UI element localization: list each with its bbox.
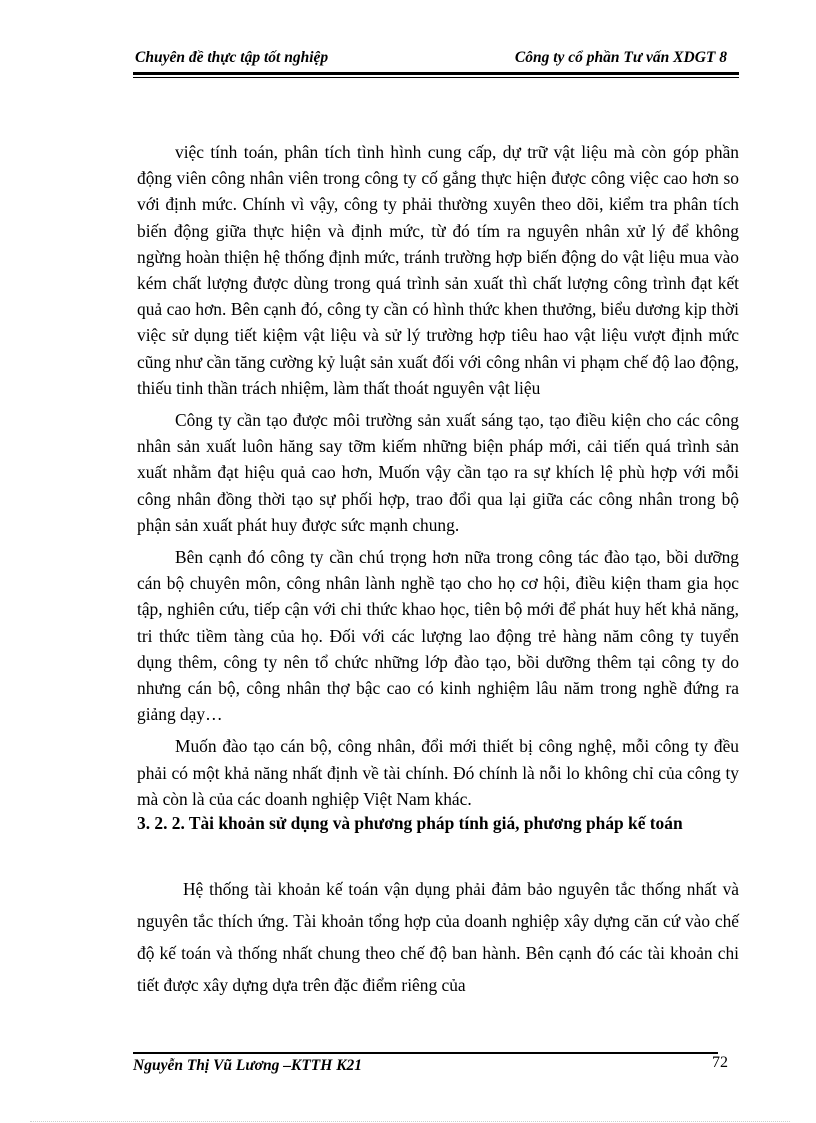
header-rule: [133, 72, 739, 75]
section-body: [137, 873, 739, 1001]
paragraph-4: Muốn đào tạo cán bộ, công nhân, đổi mới thiết bị công nghệ, mỗi công ty đều phải có một khả năng nhất định về tài chính. Đó chính là nỗi lo không chỉ của công ty mà còn là của các doanh nghiệp Việt Nam khác.: [137, 736, 739, 809]
header-rule-thin: [133, 77, 739, 78]
paragraph-2: Công ty cần tạo được môi trường sản xuất sáng tạo, tạo điều kiện cho các công nhân sản xuất luôn hăng say tỡm kiếm những biện pháp mới, cải tiến quá trình sản xuất nhằm đạt hiệu quả cao hơn, Muốn vậy cần tạo ra sự khích lệ phù hợp với mỗi công nhân đồng thời tạo sự phối hợp, trao đổi qua lại giữa các công nhân trong bộ phận sản xuất phát huy được sức mạnh chung.: [137, 410, 739, 535]
section-paragraph: Hệ thống tài khoản kế toán vận dụng phải đảm bảo nguyên tắc thống nhất và nguyên tắc thích ứng. Tài khoản tổng hợp của doanh nghiệp xây dựng căn cứ vào chế độ kế toán và thống nhất chung theo chế độ ban hành. Bên cạnh đó các tài khoản chi tiết được xây dựng dựa trên đặc điểm riêng của: [137, 879, 739, 995]
section-heading: 3. 2. 2. Tài khoản sử dụng và phương pháp tính giá, phương pháp kế toán: [137, 813, 683, 833]
footer-author: Nguyễn Thị Vũ Lương –KTTH K21: [133, 1057, 363, 1074]
paragraph-1: việc tính toán, phân tích tình hình cung cấp, dự trữ vật liệu mà còn góp phần động viên công nhân viên trong công ty cố gắng thực hiện được công việc cao hơn so với định mức. Chính vì vậy, công ty phải thường xuyên theo dõi, kiểm tra phân tích biến động giữa thực hiện và định mức, từ đó tím ra nguyên nhân xử lý để không ngừng hoàn thiện hệ thống định mức, tránh trường hợp biến động do vật liệu mua vào kém chất lượng được dùng trong quá trình sản xuất thì chất lượng công trình đạt kết quả cao hơn. Bên cạnh đó, công ty cần có hình thức khen thưởng, biểu dương kịp thời việc sử dụng tiết kiệm vật liệu và sử lý trường hợp tiêu hao vật liệu vượt định mức cũng như cần tăng cường kỷ luật sản xuất đối với công nhân vi phạm chế độ lao động, thiếu tinh thần trách nhiệm, làm thất thoát nguyên vật liệu: [137, 142, 739, 398]
footer-rule: [133, 1052, 718, 1054]
header-document-title: Chuyên đề thực tập tốt nghiệp: [135, 49, 329, 66]
page-edge-divider: [30, 1121, 790, 1122]
page-header: [133, 49, 739, 73]
body-text: [137, 139, 739, 818]
paragraph-3: Bên cạnh đó công ty cần chú trọng hơn nữa trong công tác đào tạo, bồi dưỡng cán bộ chuyên môn, công nhân lành nghề tạo cho họ cơ hội, điều kiện tham gia học tập, nghiên cứu, tiếp cận với chi thức khao học, tiên bộ mới để phát huy hết khả năng, tri thức tiềm tàng của họ. Đối với các lượng lao động trẻ hàng năm công ty tuyển dụng thêm, công ty nên tổ chức những lớp đào tạo, bồi dưỡng thêm tại công ty do nhưng cán bộ, công nhân thợ bậc cao có kinh nghiệm lâu năm trong nghề đứng ra giảng dạy…: [137, 547, 739, 725]
header-company-name: Công ty cổ phần Tư vấn XDGT 8: [514, 49, 727, 66]
page-number: 72: [712, 1054, 728, 1071]
